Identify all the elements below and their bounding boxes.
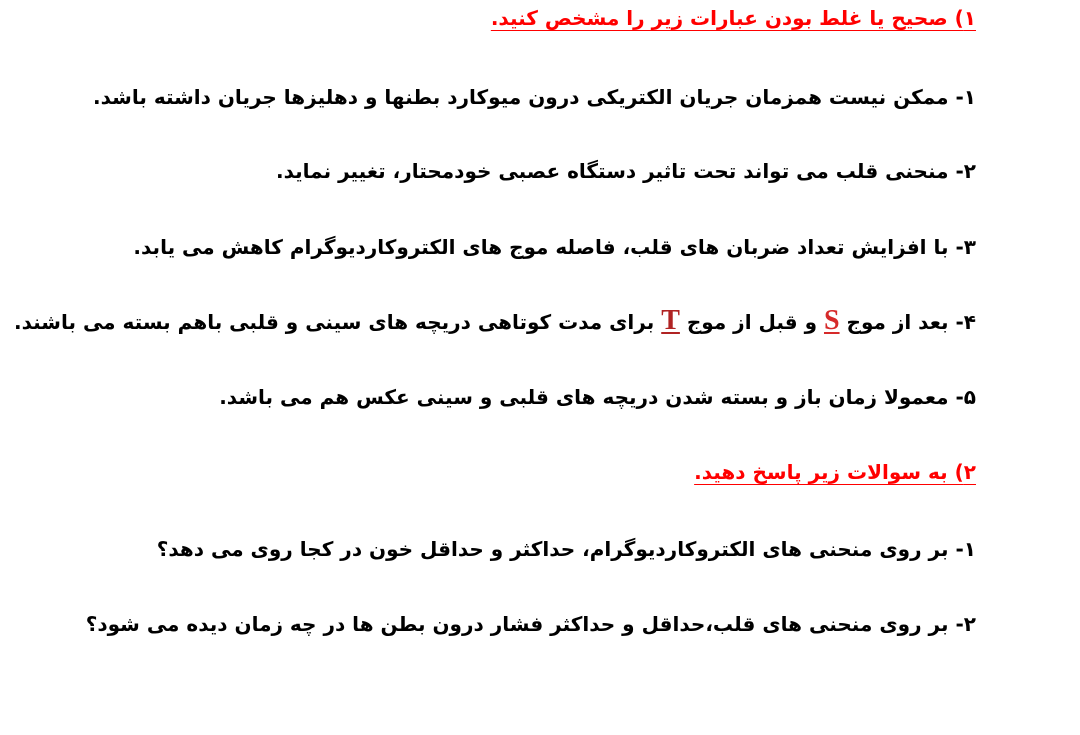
statement-3: ۳- با افزایش تعداد ضربان های قلب، فاصله موج های الکتروکاردیوگرام کاهش می یابد. [133, 235, 976, 259]
question-1: ۱- بر روی منحنی های الکتروکاردیوگرام، حداکثر و حداقل خون در کجا روی می دهد؟ [156, 537, 976, 561]
statement-2: ۲- منحنی قلب می تواند تحت تاثیر دستگاه عصبی خودمحتار، تغییر نماید. [276, 159, 976, 183]
wave-t-label: T [661, 305, 680, 336]
question-2: ۲- بر روی منحنی های قلب،حداقل و حداکثر فشار درون بطن ها در چه زمان دیده می شود؟ [85, 612, 976, 636]
section2-heading: ۲) به سوالات زیر پاسخ دهید. [694, 460, 976, 484]
statement-5: ۵- معمولا زمان باز و بسته شدن دریچه های قلبی و سینی عکس هم می باشد. [219, 385, 976, 409]
section1-heading: ۱) صحیح یا غلط بودن عبارات زیر را مشخص کنید. [490, 6, 976, 30]
statement-4-prefix: ۴- بعد از موج [846, 310, 976, 334]
statement-1: ۱- ممکن نیست همزمان جریان الکتریکی درون میوکارد بطنها و دهلیزها جریان داشته باشد. [93, 85, 976, 109]
statement-4 [14, 307, 976, 336]
statement-4-suffix: برای مدت کوتاهی دریچه های سینی و قلبی باهم بسته می باشند. [13, 310, 655, 334]
wave-s-label: S [823, 305, 840, 336]
statement-4-middle: و قبل از موج [686, 310, 818, 334]
